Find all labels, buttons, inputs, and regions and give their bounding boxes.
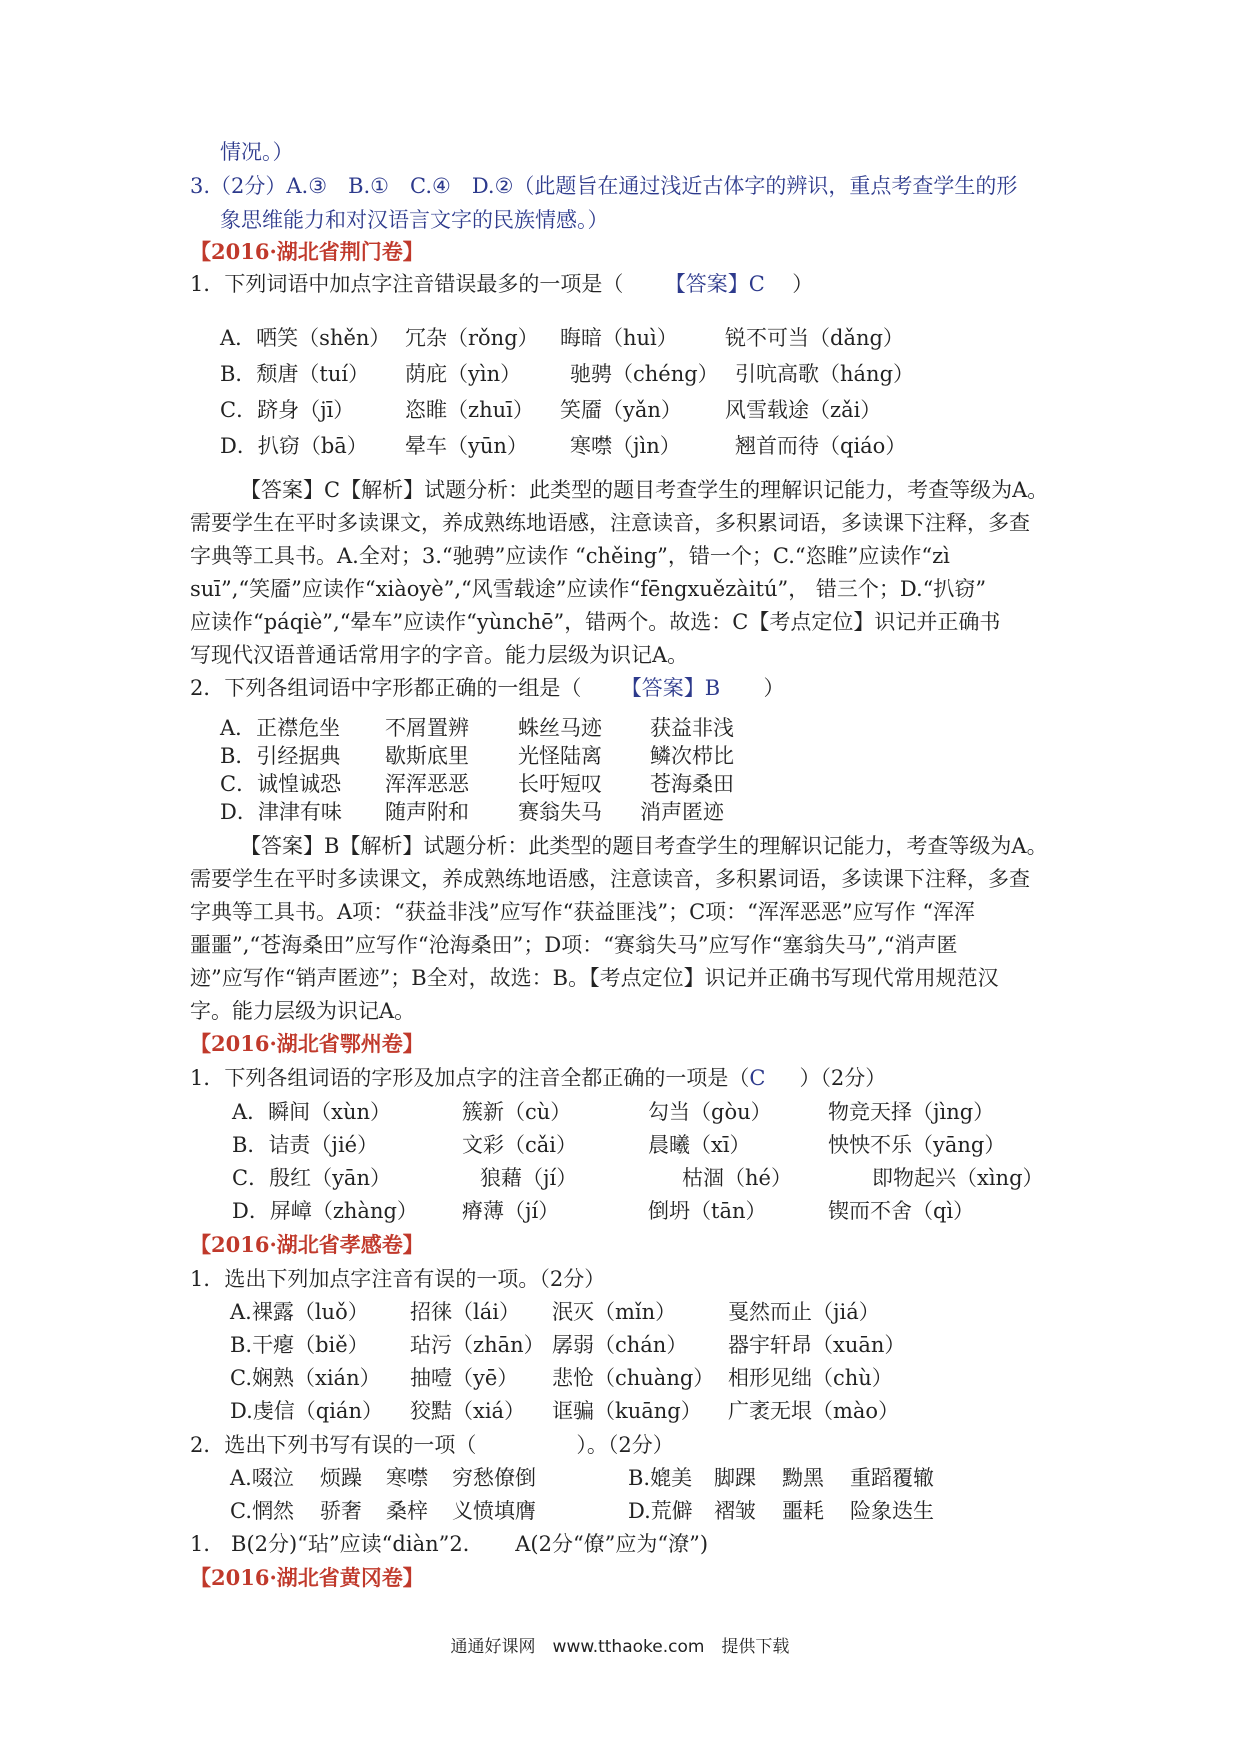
option: D.荒僻: [628, 1499, 693, 1523]
question-close: ）（2分）: [799, 1066, 887, 1090]
text-line: 象思维能力和对汉语言文字的民族情感。）: [220, 208, 609, 232]
option: 光怪陆离: [518, 744, 602, 768]
option: 获益非浅: [650, 716, 734, 740]
question: 1．选出下列加点字注音有误的一项。（2分）: [190, 1267, 606, 1291]
option: 冗杂（rǒng）: [405, 326, 539, 350]
explanation-line: 【答案】C【解析】试题分析：此类型的题目考查学生的理解识记能力，考查等级为A。: [240, 478, 1049, 502]
question-text: 1．下列词语中加点字注音错误最多的一项是（: [190, 272, 624, 296]
option: 器宇轩昂（xuān）: [728, 1333, 906, 1357]
option: 不屑置辨: [385, 716, 469, 740]
option: 笑靥（yǎn）: [560, 398, 682, 422]
section-header: 【2016·湖北省孝感卷】: [190, 1232, 424, 1257]
option: 玷污（zhān）: [410, 1333, 545, 1357]
option: B.干瘪（biě）: [230, 1333, 369, 1357]
option: C.娴熟（xián）: [230, 1366, 381, 1390]
option: 引吭高歌（háng）: [735, 362, 915, 386]
option: 悲怆（chuàng）: [552, 1366, 715, 1390]
question: [190, 672, 785, 704]
option: 消声匿迹: [640, 800, 724, 824]
option: D．津津有味: [220, 800, 342, 824]
explanation-line: 应读作“páqiè”,“晕车”应读作“yùnchē”，错两个。故选：C【考点定位】识记并正确书: [190, 610, 1001, 634]
option: 穷愁僚倒: [452, 1466, 536, 1490]
option: 倒坍（tān）: [648, 1199, 767, 1223]
option: 黝黑: [782, 1466, 824, 1490]
option: 狼藉（jí）: [480, 1166, 578, 1190]
explanation-line: 噩噩”,“苍海桑田”应写作“沧海桑田”；D项：“赛翁失马”应写作“塞翁失马”,“消声匿: [190, 933, 958, 957]
option: 随声附和: [385, 800, 469, 824]
option: B．引经据典: [220, 744, 341, 768]
option: 相形见绌（chù）: [728, 1366, 893, 1390]
option: 险象迭生: [850, 1499, 934, 1523]
option: 恣睢（zhuī）: [405, 398, 534, 422]
question-text: 2．选出下列书写有误的一项（: [190, 1433, 477, 1457]
option: D.虔信（qián）: [230, 1399, 383, 1423]
option: A．正襟危坐: [220, 716, 341, 740]
option: 物竞天择（jìng）: [828, 1100, 995, 1124]
option: 泯灭（mǐn）: [552, 1300, 677, 1324]
option: C．殷红（yān）: [232, 1166, 391, 1190]
option: 重蹈覆辙: [850, 1466, 934, 1490]
option: B．颓唐（tuí）: [220, 362, 370, 386]
explanation-line: 字典等工具书。A.全对；3.“驰骋”应读作 “chěing”，错一个；C.“恣睢”应读作“zì: [190, 544, 950, 568]
explanation-line: 写现代汉语普通话常用字的字音。能力层级为识记A。: [190, 643, 689, 667]
option: 瘠薄（jí）: [462, 1199, 560, 1223]
option: 义愤填膺: [452, 1499, 536, 1523]
option: 晕车（yūn）: [405, 434, 528, 458]
option: 蛛丝马迹: [518, 716, 602, 740]
option: 苍海桑田: [650, 772, 734, 796]
option: 招徕（lái）: [410, 1300, 520, 1324]
option: 桑梓: [386, 1499, 428, 1523]
question-close: ）。（2分）: [576, 1433, 674, 1457]
option: A.啜泣: [230, 1466, 294, 1490]
explanation-line: 字典等工具书。A项：“获益非浅”应写作“获益匪浅”；C项：“浑浑恶恶”应写作 “浑浑: [190, 900, 976, 924]
option: A．哂笑（shěn）: [220, 326, 391, 350]
option: 抽噎（yē）: [410, 1366, 519, 1390]
option: 鳞次栉比: [650, 744, 734, 768]
question-text: 2．下列各组词语中字形都正确的一组是（: [190, 676, 582, 700]
option: D．屏嶂（zhàng）: [232, 1199, 418, 1223]
option: B.媲美: [628, 1466, 693, 1490]
option: 长吁短叹: [518, 772, 602, 796]
explanation-line: 迹”应写作“销声匿迹”；B全对，故选：B。【考点定位】识记并正确书写现代常用规范汉: [190, 966, 999, 990]
option: 风雪载途（zǎi）: [725, 398, 882, 422]
question-close: ）: [792, 272, 814, 296]
option: 枯涸（hé）: [682, 1166, 792, 1190]
option: 烦躁: [320, 1466, 362, 1490]
explanation-line: 字。能力层级为识记A。: [190, 999, 416, 1023]
option: 诓骗（kuāng）: [552, 1399, 702, 1423]
option: 广袤无垠（mào）: [728, 1399, 900, 1423]
option: B．诘责（jié）: [232, 1133, 379, 1157]
option: 驰骋（chéng）: [570, 362, 719, 386]
option: 晦暗（huì）: [560, 326, 678, 350]
explanation-line: 需要学生在平时多读课文，养成熟练地语感，注意读音，多积累词语，多读课下注释，多查: [190, 511, 1030, 535]
option: 戛然而止（jiá）: [728, 1300, 880, 1324]
answer-label: 【答案】B: [620, 676, 721, 700]
option: D．扒窃（bā）: [220, 434, 368, 458]
text-line: 3.（2分）A.③ B.① C.④ D.②（此题旨在通过浅近古体字的辨识，重点考查学生的形: [190, 174, 1018, 198]
text-line: 情况。）: [220, 140, 294, 164]
option: 寒噤: [386, 1466, 428, 1490]
question-text: 1．下列各组词语的字形及加点字的注音全都正确的一项是（: [190, 1066, 750, 1090]
option: 赛翁失马: [518, 800, 602, 824]
option: 锲而不舍（qì）: [828, 1199, 975, 1223]
question: [190, 1429, 674, 1461]
option: 锐不可当（dǎng）: [725, 326, 904, 350]
section-header: 【2016·湖北省荆门卷】: [190, 239, 424, 264]
explanation-line: 需要学生在平时多读课文，养成熟练地语感，注意读音，多积累词语，多读课下注释，多查: [190, 867, 1030, 891]
section-header: 【2016·湖北省鄂州卷】: [190, 1031, 424, 1056]
page-footer: 通通好课网 www.tthaoke.com 提供下载: [450, 1637, 790, 1657]
option: A.裸露（luǒ）: [230, 1300, 369, 1324]
option: 褶皱: [714, 1499, 756, 1523]
option: 浑浑恶恶: [385, 772, 469, 796]
option: A．瞬间（xùn）: [232, 1100, 392, 1124]
option: 即物起兴（xìng）: [872, 1166, 1044, 1190]
option: 脚踝: [714, 1466, 756, 1490]
answer-line: 1． B(2分)“玷”应读“diàn”2． A(2分“僚”应为“潦”): [190, 1532, 709, 1556]
question-close: ）: [763, 676, 785, 700]
option: C．诚惶诚恐: [220, 772, 342, 796]
option: C.惘然: [230, 1499, 294, 1523]
option: 狡黠（xiá）: [410, 1399, 526, 1423]
option: 晨曦（xī）: [648, 1133, 751, 1157]
option: 骄奢: [320, 1499, 362, 1523]
explanation-line: 【答案】B【解析】试题分析：此类型的题目考查学生的理解识记能力，考查等级为A。: [240, 834, 1048, 858]
option: 翘首而待（qiáo）: [735, 434, 907, 458]
option: 噩耗: [782, 1499, 824, 1523]
answer-label: 【答案】C: [664, 272, 765, 296]
option: C．跻身（jī）: [220, 398, 355, 422]
option: 怏怏不乐（yāng）: [828, 1133, 1006, 1157]
explanation-line: suī”,“笑靥”应读作“xiàoyè”,“风雪载途”应读作“fēngxuězàitú”， 错三个；D.“扒窃”: [190, 577, 987, 601]
option: 勾当（gòu）: [648, 1100, 772, 1124]
question: [190, 1062, 886, 1094]
option: 文彩（cǎi）: [462, 1133, 577, 1157]
section-header: 【2016·湖北省黄冈卷】: [190, 1565, 424, 1590]
option: 寒噤（jìn）: [570, 434, 681, 458]
option: 孱弱（chán）: [552, 1333, 688, 1357]
answer-label: C: [749, 1066, 766, 1090]
option: 簇新（cù）: [462, 1100, 572, 1124]
option: 歇斯底里: [385, 744, 469, 768]
question: [190, 268, 813, 300]
option: 荫庇（yìn）: [405, 362, 522, 386]
